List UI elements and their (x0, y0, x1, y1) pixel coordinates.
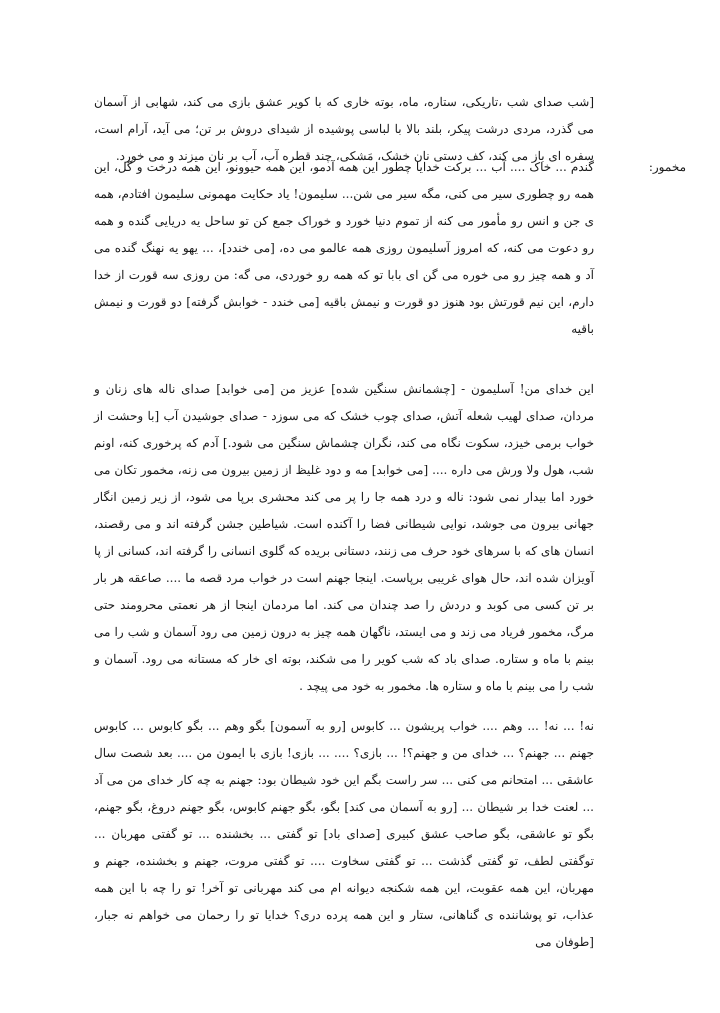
speaker-label: مخمور: (648, 160, 686, 174)
monologue-paragraph: گندم ... خاک .... آب ... برکت خدایا چطور این همه آدمو، این همه حیوونو، این همه درخت و گل، این همه رو چطوری سیر می کنی، مگه سیر می شن... سلیمون! یاد حکایت مهمونی سلیمون افتادم، همه ی جن و انس رو مأمور می کنه از تموم دنیا خورد و خوراک جمع کن تو ساحل یه دریایی گنده و همه رو دعوت می کنه، که امروز آسلیمون روزی همه عالمو می ده، [می خندد]، ... یهو یه نهنگ گنده می آد و همه چیز رو می خوره می گن ای بابا تو که همه رو خوردی، می گه: من روزی سه قورت از خدا دارم، این نیم قورتش بود هنوز دو قورت و نیمش باقیه [می خندد - خوابش گرفته] دو قورت و نیمش باقیه (94, 160, 594, 336)
dream-description-paragraph: این خدای من! آسلیمون - [چشمانش سنگین شده] عزیز من [می خوابد] صدای ناله های زنان و مردان، صدای لهیب شعله آتش، صدای چوب خشک که می سوزد - صدای جوشیدن آب [با وحشت از خواب برمی خیزد، سکوت نگاه می کند، نگران چشماش سنگین می شود.] آدم که پرخوری کنه، اونم شب، هول ولا ورش می داره .... [می خوابد] مه و دود غلیظ از زمین بیرون می زنه، مخمور تکان می خورد اما بیدار نمی شود: ناله و درد همه جا را پر می کند محشری برپا می شود، از زیر زمین انگار جهانی بیرون می جوشد، نوایی شیطانی فضا را آکنده است. شیاطین جشن گرفته اند و می رقصند، انسان های که با سرهای خود حرف می زنند، دستانی بریده که گلوی انسانی را گرفته اند، کسانی از پا آویزان شده اند، حال هوای غریبی برپاست. اینجا جهنم است در خواب مرد قصه ما .... صاعقه هر بار بر تن کسی می کوبد و دردش را صد چندان می کند. اما مردمان اینجا از هر نعمتی محرومند حتی مرگ، مخمور فریاد می زند و می ایستد، ناگهان همه چیز به درون زمین می رود آسمان و شب را می بینم با ماه و ستاره. صدای باد که شب کویر را می شکند، بوته ای خار که مستانه می رود. آسمان و شب را می بینم با ماه و ستاره ها. مخمور به خود می پیچد . (94, 382, 594, 693)
stage-direction-paragraph: [شب صدای شب ،تاریکی، ستاره، ماه، بوته خاری که با کویر عشق بازی می کند، شهابی از آسمان می گذرد، مردی درشت پیکر، بلند بالا با لباسی پوشیده از شیدای دروش بر تن؛ می آید، آرام است، سفره ای باز می کند، کف دستی نان خشک، مَشکی، چند قطره آب، آب بر نان میزند و می خورد. (94, 95, 594, 163)
lament-paragraph: نه! ... نه! ... وهم .... خواب پریشون ... کابوس [رو به آسمون] بگو وهم ... بگو کابوس ... کابوس جهنم ... جهنم؟ ... خدای من و جهنم؟! ... بازی؟ .... ... بازی! بازی با ایمون من .... بعد شصت سال عاشقی ... امتحانم می کنی ... سر راست بگم این خود شیطان بود: جهنم به چه کار خدای من می آد ... لعنت خدا بر شیطان ... [رو به آسمان می کند] بگو، بگو جهنم کابوس، بگو جهنم دروغ، بگو جهنم، بگو تو عاشقی، بگو صاحب عشق کبیری [صدای باد] تو گفتی ... بخشنده ... تو گفتی مهربان ... توگفتی لطف، تو گفتی گذشت ... تو گفتی سخاوت .... تو گفتی مروت، جهنم و بخشنده، جهنم و مهربان، این همه عقوبت، این همه شکنجه دیوانه ام می کند مهربانی تو آخر! تو را چه با این همه عذاب، تو پوشاننده ی گناهانی، ستار و این همه پرده دری؟ خدایا تو را رحمان می خواهم نه جبار، [طوفان می (94, 719, 595, 949)
